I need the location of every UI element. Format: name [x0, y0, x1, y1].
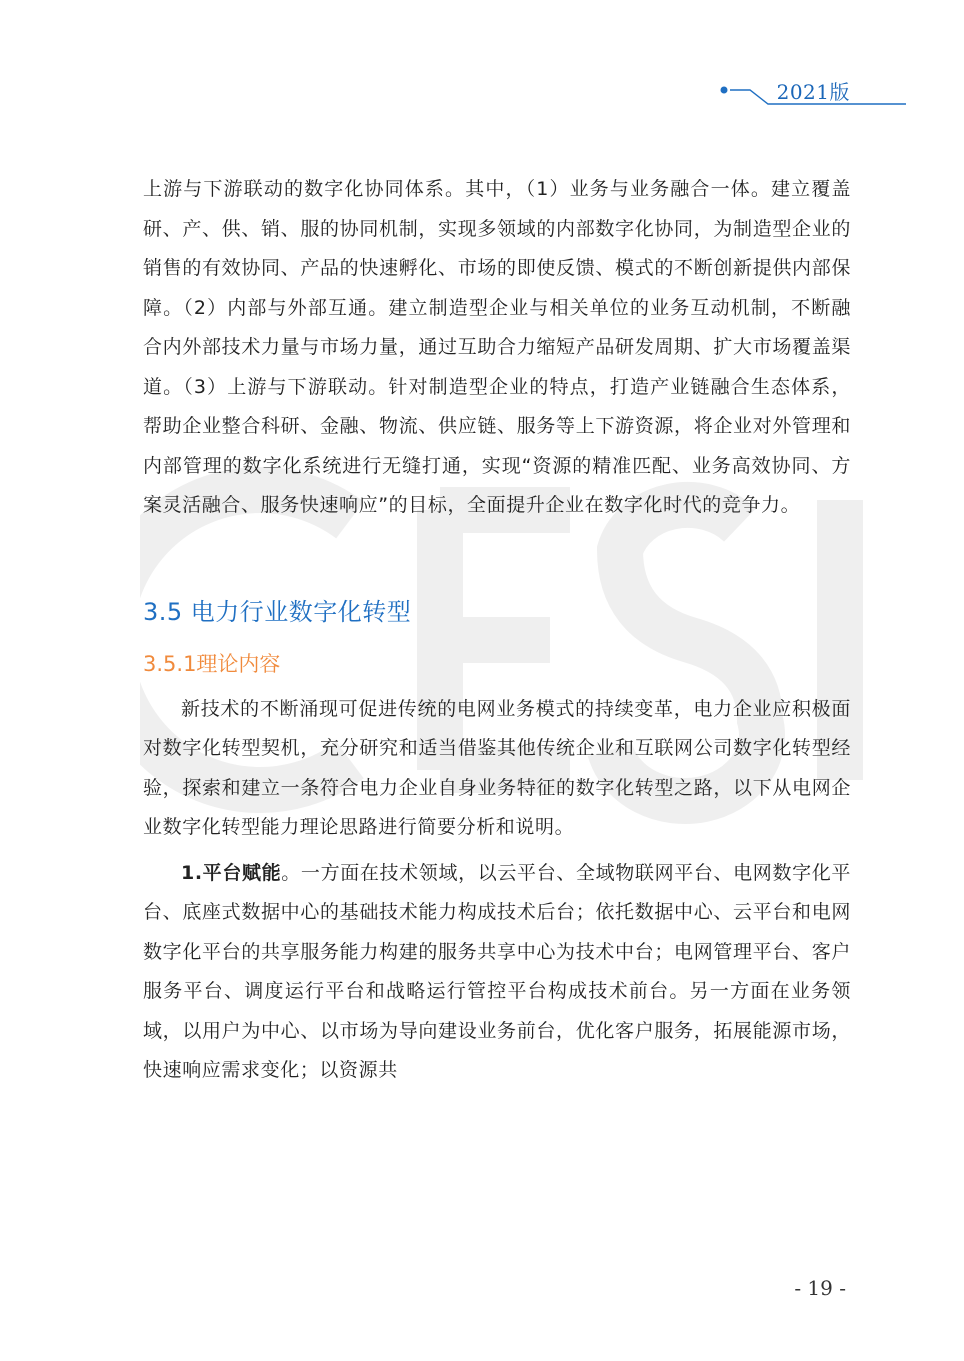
edition-label: 2021版 — [776, 80, 850, 104]
body-paragraph: 新技术的不断涌现可促进传统的电网业务模式的持续变革，电力企业应积极面对数字化转型契机，充分研究和适当借鉴其他传统企业和互联网公司数字化转型经验，探索和建立一条符合电力企业自身业务特征的数字化转型之路，以下从电网企业数字化转型能力理论思路进行简要分析和说明。 — [143, 697, 851, 838]
paragraph-lead: 1.平台赋能 — [181, 861, 282, 884]
section-heading: 3.5 电力行业数字化转型 — [143, 597, 412, 626]
page-number: - 19 - — [794, 1276, 846, 1300]
paragraph-text: 。一方面在技术领域，以云平台、全域物联网平台、电网数字化平台、底座式数据中心的基础技术能力构成技术后台；依托数据中心、云平台和电网数字化平台的共享服务能力构建的服务共享中心为技术中台；电网管理平台、客户服务平台、调度运行平台和战略运行管控平台构成技术前台。另一方面在业务领域，以用户为中心、以市场为导向建设业务前台，优化客户服务，拓展能源市场，快速响应需求变化；以资源共 — [143, 861, 851, 1081]
body-paragraph — [143, 854, 851, 1091]
body-paragraph: 上游与下游联动的数字化协同体系。其中，（1）业务与业务融合一体。建立覆盖研、产、供、销、服的协同机制，实现多领域的内部数字化协同，为制造型企业的销售的有效协同、产品的快速孵化、市场的即使反馈、模式的不断创新提供内部保障。（2）内部与外部互通。建立制造型企业与相关单位的业务互动机制，不断融合内外部技术力量与市场力量，通过互助合力缩短产品研发周期、扩大市场覆盖渠道。（3）上游与下游联动。针对制造型企业的特点，打造产业链融合生态体系，帮助企业整合科研、金融、物流、供应链、服务等上下游资源，将企业对外管理和内部管理的数字化系统进行无缝打通，实现“资源的精准匹配、业务高效协同、方案灵活融合、服务快速响应”的目标，全面提升企业在数字化时代的竞争力。 — [143, 178, 851, 516]
page-content — [143, 170, 851, 1091]
subsection-heading: 3.5.1理论内容 — [143, 651, 281, 676]
